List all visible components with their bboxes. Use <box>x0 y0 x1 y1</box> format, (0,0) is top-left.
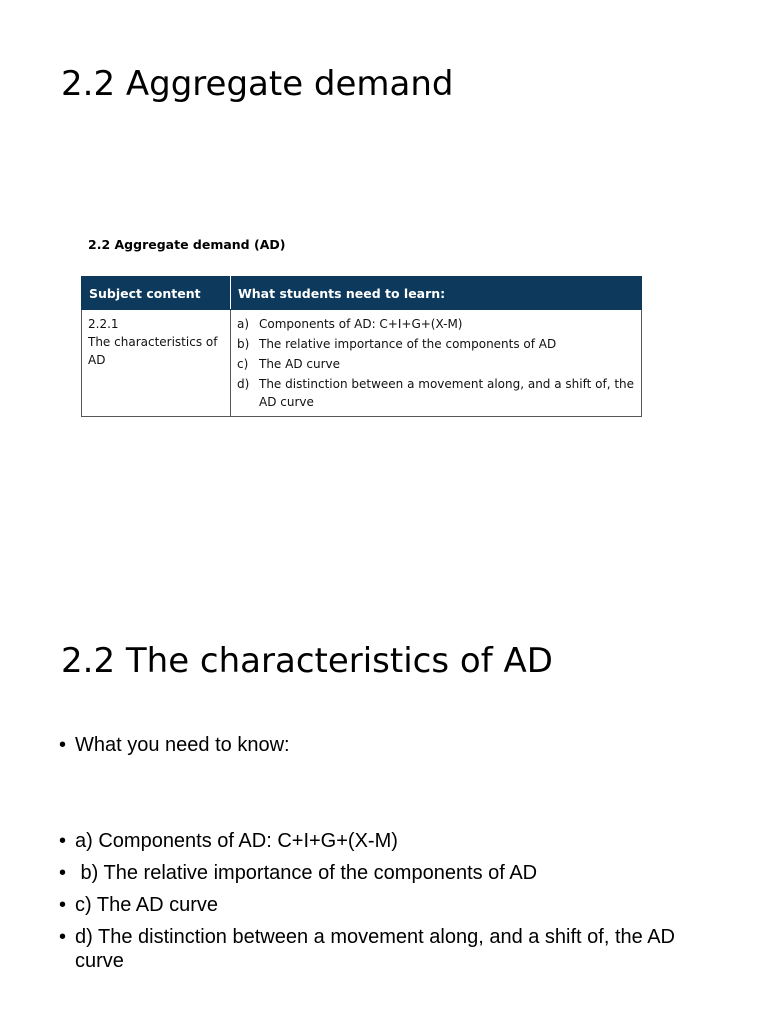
bullet-item <box>58 733 290 757</box>
bullet-icon: • <box>59 862 67 884</box>
spec-heading: 2.2 Aggregate demand (AD) <box>88 237 286 252</box>
list-item <box>237 355 635 373</box>
table-row <box>82 310 642 417</box>
list-item <box>237 315 635 333</box>
bullet-item <box>58 893 718 917</box>
bullet-text: c) The AD curve <box>75 894 219 916</box>
points-bullet-list <box>58 829 718 981</box>
item-text: The distinction between a movement along, and a shift of, the AD curve <box>259 377 635 409</box>
item-letter: d) <box>237 377 250 391</box>
item-letter: a) <box>237 317 250 331</box>
spec-table-header-row <box>82 277 642 310</box>
item-text: Components of AD: C+I+G+(X-M) <box>259 317 463 331</box>
item-text: The relative importance of the components of AD <box>259 337 557 351</box>
item-letter: c) <box>237 357 249 371</box>
item-letter: b) <box>237 337 250 351</box>
bullet-icon: • <box>59 894 67 916</box>
list-item <box>237 335 635 353</box>
bullet-text: What you need to know: <box>75 734 290 756</box>
bullet-icon: • <box>59 734 67 756</box>
bullet-text: b) The relative importance of the components of AD <box>75 862 538 884</box>
subject-cell <box>82 310 231 417</box>
subject-code: 2.2.1 <box>88 317 119 331</box>
bullet-item <box>58 861 718 885</box>
specification-excerpt <box>81 236 643 417</box>
slide-title: 2.2 Aggregate demand <box>61 64 454 104</box>
bullet-item <box>58 829 718 853</box>
bullet-icon: • <box>59 830 67 852</box>
bullet-text: a) Components of AD: C+I+G+(X-M) <box>75 830 398 852</box>
list-item <box>237 375 635 411</box>
slide-title: 2.2 The characteristics of AD <box>61 641 553 681</box>
item-text: The AD curve <box>259 357 341 371</box>
column-header-subject: Subject content <box>82 277 231 310</box>
column-header-learning: What students need to learn: <box>231 277 642 310</box>
learning-cell <box>231 310 642 417</box>
intro-bullet-list <box>58 733 290 757</box>
learning-list <box>237 315 635 411</box>
spec-table <box>81 276 642 417</box>
bullet-text: d) The distinction between a movement along, and a shift of, the AD curve <box>75 926 675 972</box>
bullet-icon: • <box>59 926 67 948</box>
subject-topic: The characteristics of AD <box>88 335 218 367</box>
bullet-item <box>58 925 718 973</box>
